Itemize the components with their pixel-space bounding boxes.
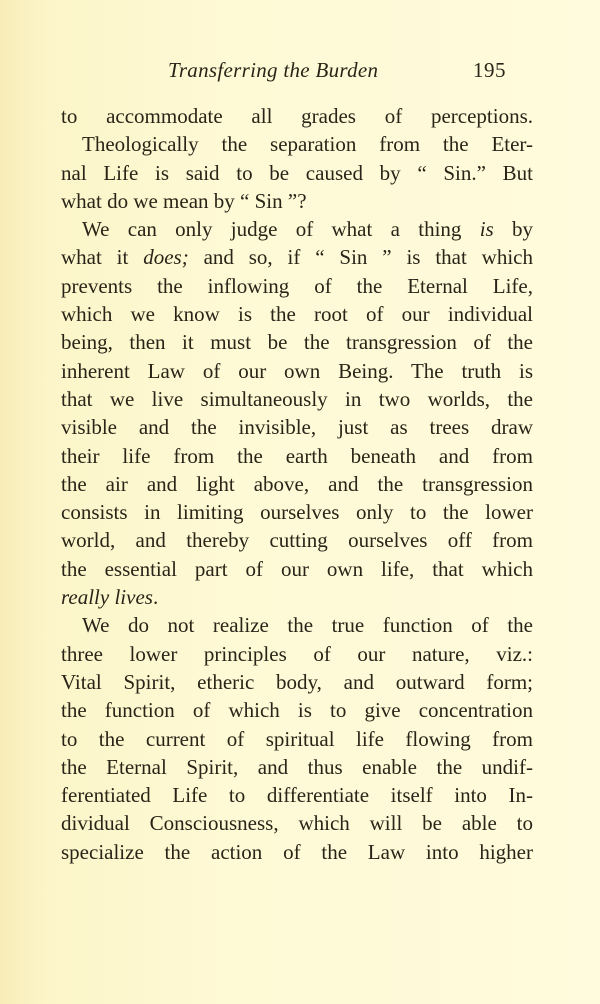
body-text <box>61 102 533 866</box>
text-span: by <box>493 217 533 242</box>
text-line: ferentiated Life to differentiate itself into In- <box>61 783 533 808</box>
text-line: to the current of spiritual life flowing from <box>61 726 533 751</box>
text-line: their life from the earth beneath and from <box>61 443 533 468</box>
text-line: what do we mean by “ Sin ”? <box>61 188 307 213</box>
text-line: the Eternal Spirit, and thus enable the undif- <box>61 754 533 779</box>
text-line: We do not realize the true function of the <box>82 613 533 638</box>
running-title: Transferring the Burden <box>168 58 379 82</box>
text-line: the function of which is to give concentration <box>61 698 533 723</box>
text-line <box>61 215 533 243</box>
text-line: nal Life is said to be caused by “ Sin.” But <box>61 160 533 185</box>
text-line: the essential part of our own life, that which <box>61 556 533 581</box>
text-line: inherent Law of our own Being. The truth is <box>61 358 533 383</box>
text-line: specialize the action of the Law into higher <box>61 839 533 864</box>
emphasis-text: really lives <box>61 585 153 610</box>
text-line: dividual Consciousness, which will be able to <box>61 811 533 836</box>
text-line: prevents the inflowing of the Eternal Life, <box>61 273 533 298</box>
text-line: consists in limiting ourselves only to the lower <box>61 500 533 525</box>
running-head <box>60 56 538 88</box>
text-line: being, then it must be the transgression of the <box>61 330 533 355</box>
text-line: world, and thereby cutting ourselves off from <box>61 528 533 553</box>
text-span: We can only judge of what a thing <box>82 217 480 242</box>
text-line: which we know is the root of our individual <box>61 302 533 327</box>
text-line: that we live simultaneously in two worlds, the <box>61 386 533 411</box>
text-line: three lower principles of our nature, viz.: <box>61 641 533 666</box>
text-span: and so, if “ Sin ” is that which <box>188 245 533 270</box>
page-number: 195 <box>473 58 506 82</box>
text-line: visible and the invisible, just as trees draw <box>61 415 533 440</box>
emphasis-text: does; <box>143 245 189 270</box>
text-span: . <box>152 585 159 610</box>
text-line: Vital Spirit, etheric body, and outward form; <box>61 669 533 694</box>
text-line: to accommodate all grades of perceptions. <box>61 104 533 128</box>
text-span: what it <box>61 245 144 270</box>
text-line <box>61 583 533 611</box>
text-line: Theologically the separation from the Eter- <box>82 132 533 157</box>
emphasis-text: is <box>479 217 494 242</box>
text-line <box>61 243 533 271</box>
text-line: the air and light above, and the transgression <box>61 471 533 496</box>
